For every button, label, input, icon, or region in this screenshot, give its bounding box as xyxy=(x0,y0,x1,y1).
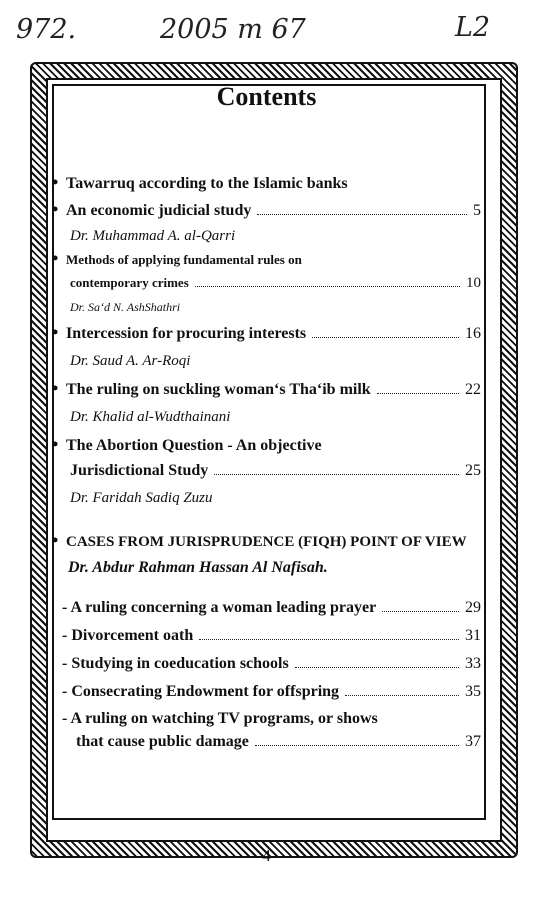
entry-title: The Abortion Question - An objective xyxy=(66,437,322,454)
entry-title: Tawarruq according to the Islamic banks xyxy=(66,175,348,192)
entry-author: Dr. Sa‘d N. AshShathri xyxy=(70,300,181,314)
case-title: - Studying in coeducation schools xyxy=(62,654,289,672)
case-item xyxy=(62,682,481,701)
page-number: 16 xyxy=(465,325,481,342)
handwritten-note-year: 2005 m 67 xyxy=(160,14,306,45)
case-item xyxy=(62,654,481,673)
page-number: 22 xyxy=(465,381,481,398)
cases-section xyxy=(52,530,481,577)
entry-title: Intercession for procuring interests xyxy=(66,325,307,342)
leader-dots xyxy=(345,682,459,696)
page-footer-number: - 4 - xyxy=(252,846,281,865)
bullet-icon: • xyxy=(52,530,59,550)
leader-dots xyxy=(377,380,459,394)
toc-entry xyxy=(52,322,481,370)
case-item xyxy=(62,598,481,617)
page-number: 33 xyxy=(465,654,481,672)
case-title: - A ruling on watching TV programs, or shows xyxy=(62,710,378,727)
toc-entry xyxy=(52,434,481,507)
page-number: 31 xyxy=(465,626,481,644)
page-number: 29 xyxy=(465,598,481,616)
bullet-icon: • xyxy=(52,248,59,268)
entry-title-cont: Jurisdictional Study xyxy=(70,461,209,479)
page-number: 37 xyxy=(465,732,481,750)
page-number: 35 xyxy=(465,682,481,700)
leader-dots xyxy=(257,201,467,215)
bullet-icon: • xyxy=(52,322,59,342)
toc-entry xyxy=(52,378,481,426)
entry-title-cont: An economic judicial study xyxy=(66,202,252,219)
page-title: Contents xyxy=(216,82,317,111)
leader-dots xyxy=(199,626,459,640)
leader-dots xyxy=(214,461,459,475)
entry-author: Dr. Faridah Sadiq Zuzu xyxy=(70,489,213,506)
entry-author: Dr. Khalid al-Wudthainani xyxy=(70,409,231,425)
entry-author: Dr. Saud A. Ar-Roqi xyxy=(70,353,191,369)
leader-dots xyxy=(312,324,459,338)
handwritten-note-code: L2 xyxy=(455,12,491,43)
bullet-icon: • xyxy=(52,434,59,454)
case-title: - Consecrating Endowment for offspring xyxy=(62,682,340,700)
page-number: 10 xyxy=(466,275,481,291)
bullet-icon: • xyxy=(52,378,59,398)
page-number: 5 xyxy=(473,202,481,219)
leader-dots xyxy=(255,732,459,746)
case-title: - Divorcement oath xyxy=(62,626,194,644)
case-title: - A ruling concerning a woman leading prayer xyxy=(62,598,377,616)
leader-dots xyxy=(195,276,460,287)
entry-author: Dr. Muhammad A. al-Qarri xyxy=(70,228,236,244)
toc-entry xyxy=(52,172,481,245)
bullet-icon: • xyxy=(52,199,59,219)
case-item xyxy=(62,626,481,645)
bullet-icon: • xyxy=(52,172,59,192)
section-author: Dr. Abdur Rahman Hassan Al Nafisah. xyxy=(68,559,328,576)
handwritten-note-number: 972. xyxy=(16,14,77,45)
entry-title-cont: contemporary crimes xyxy=(70,275,189,290)
leader-dots xyxy=(295,654,459,668)
section-heading: CASES FROM JURISPRUDENCE (FIQH) POINT OF VIEW xyxy=(66,534,467,550)
leader-dots xyxy=(382,598,459,612)
case-title-cont: that cause public damage xyxy=(76,732,249,750)
entry-title: The ruling on suckling woman‘s Tha‘ib milk xyxy=(66,381,371,398)
entry-title: Methods of applying fundamental rules on xyxy=(66,252,302,267)
page-number: 25 xyxy=(465,461,481,479)
toc-entry xyxy=(52,248,481,315)
case-item xyxy=(62,710,481,751)
